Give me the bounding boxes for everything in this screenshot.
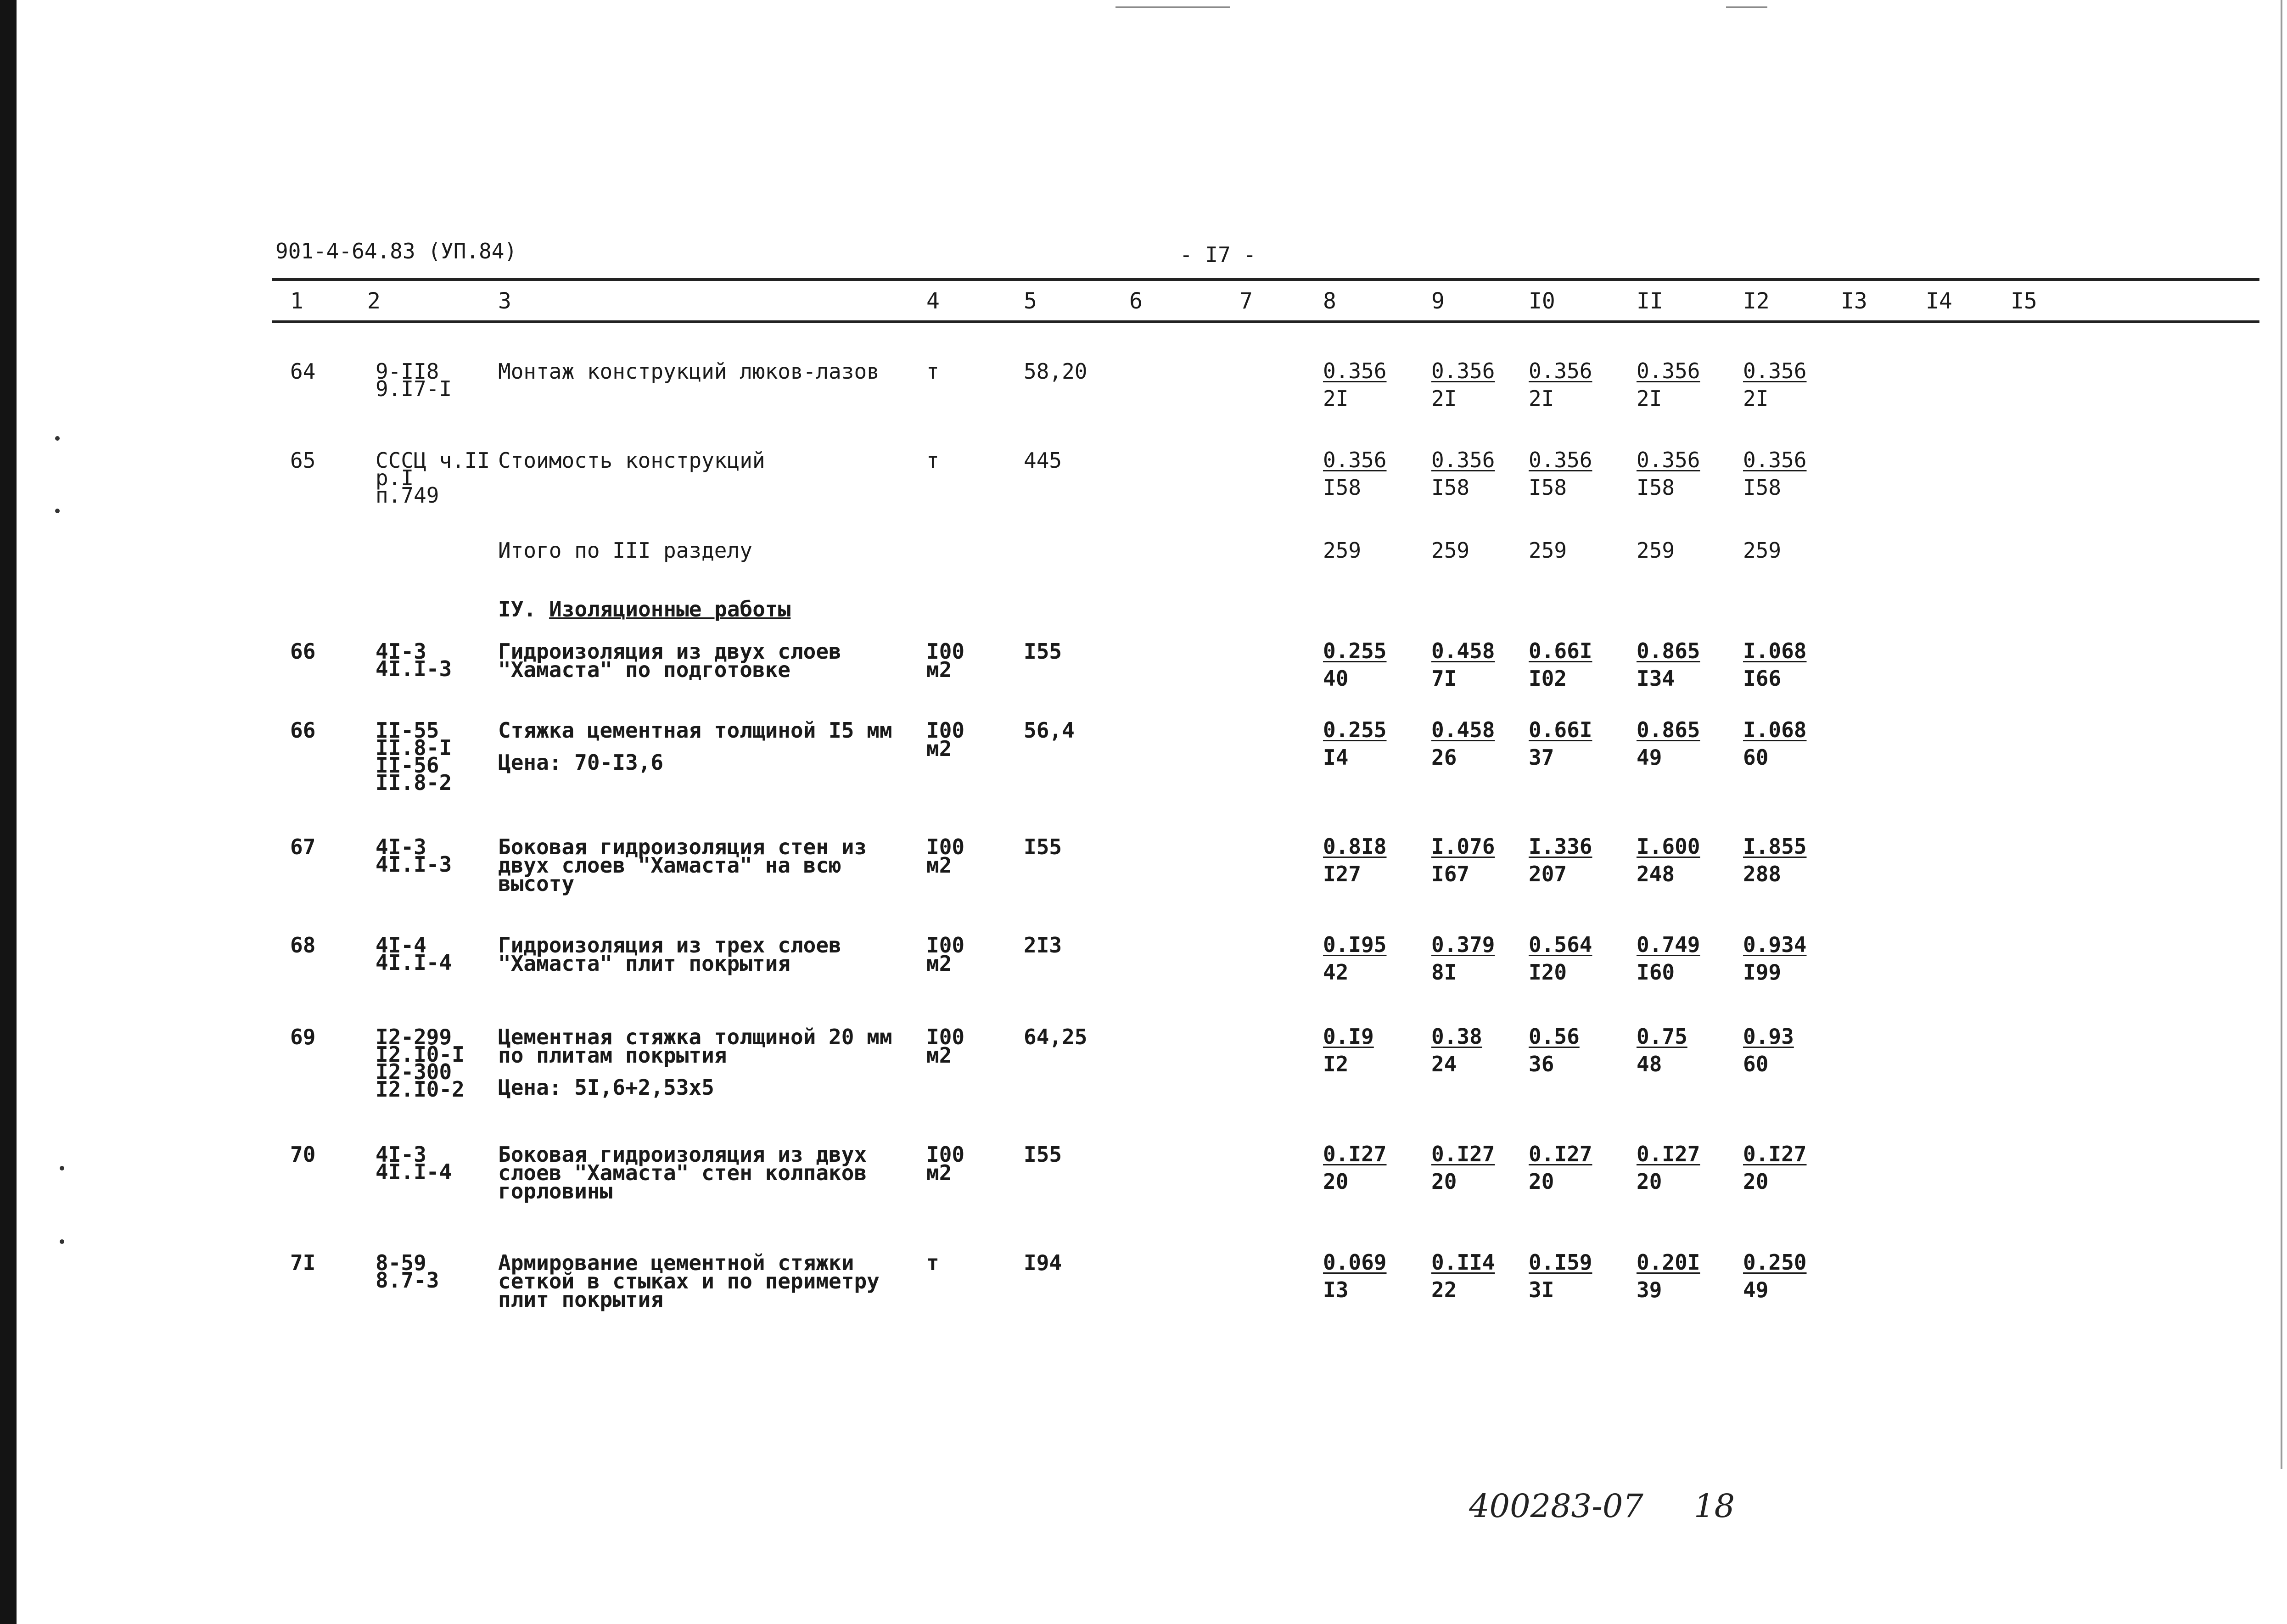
value-denominator: 2I [1529,386,1554,411]
column-number: 3 [498,288,511,314]
description-line: высоту [498,871,575,896]
value-fraction [1323,1023,1374,1078]
total-value: 259 [1529,538,1567,563]
code-line: 4I.I-4 [376,950,452,975]
value-fraction [1743,1023,1794,1078]
value-fraction [1743,716,1806,771]
description-line: Боковая гидроизоляция из двух [498,1142,867,1167]
value-fraction [1529,446,1592,501]
value-numerator: 0.I27 [1431,1142,1495,1166]
value-fraction [1529,716,1592,771]
description-line: Гидроизоляция из двух слоев [498,639,841,664]
row-number: 64 [290,359,316,384]
description-line: Боковая гидроизоляция стен из [498,834,867,859]
value-numerator: 0.356 [1529,448,1592,472]
value-denominator: 49 [1743,1277,1769,1302]
code-line: II-56 [376,753,439,778]
column-number: I4 [1926,288,1952,314]
code-line: 4I-3 [376,834,426,859]
unit-line: т [926,359,939,384]
value-denominator: I02 [1529,666,1567,691]
value-fraction [1743,637,1806,692]
column-number: 8 [1323,288,1336,314]
value-numerator: 0.356 [1637,358,1700,383]
description-line: по плитам покрытия [498,1043,727,1068]
total-value: 259 [1743,538,1782,563]
value-denominator: I58 [1323,475,1362,500]
value-denominator: 2I [1431,386,1457,411]
quantity: I55 [1024,1142,1062,1167]
quantity: 445 [1024,448,1062,473]
unit-line: I00 [926,1025,965,1049]
value-fraction [1323,833,1386,888]
value-fraction [1637,1023,1687,1078]
code-line: 9-II8 [376,359,439,384]
section-prefix: IУ. [498,597,537,622]
unit-line: м2 [926,736,952,761]
code-line: II.8-I [376,735,452,760]
row-number: 66 [290,718,316,743]
value-numerator: 0.I27 [1637,1142,1700,1166]
column-number: 5 [1024,288,1037,314]
value-fraction [1323,931,1386,986]
row-number: 70 [290,1142,316,1167]
value-numerator: 0.865 [1637,638,1700,663]
quantity: 58,20 [1024,359,1087,384]
value-fraction [1529,637,1592,692]
value-denominator: I58 [1431,475,1470,500]
column-number: I5 [2011,288,2037,314]
value-denominator: 37 [1529,745,1554,770]
description-line: двух слоев "Хамаста" на всю [498,853,841,878]
value-fraction [1743,446,1806,501]
value-numerator: 0.356 [1743,358,1807,383]
value-fraction [1637,931,1700,986]
unit-line: I00 [926,834,965,859]
column-number: II [1637,288,1663,314]
quantity: I94 [1024,1250,1062,1275]
code-line: I2.I0-2 [376,1077,465,1102]
value-numerator: 0.865 [1637,717,1700,742]
value-fraction [1637,1140,1700,1195]
code-line: 4I-4 [376,933,426,958]
value-denominator: 20 [1431,1169,1457,1194]
value-fraction [1323,357,1386,412]
row-number: 68 [290,933,316,958]
code-line: 4I.I-3 [376,656,452,681]
value-fraction [1529,357,1592,412]
row-number: 69 [290,1025,316,1049]
value-fraction [1323,1140,1386,1195]
value-denominator: 248 [1637,862,1675,886]
value-fraction [1431,357,1495,412]
code-line: II.8-2 [376,770,452,795]
value-denominator: 288 [1743,862,1782,886]
value-fraction [1529,1249,1592,1304]
value-numerator: 0.749 [1637,932,1700,957]
header-rule-bottom [272,320,2259,323]
description-line: Гидроизоляция из трех слоев [498,933,841,958]
unit-line: м2 [926,951,952,976]
value-fraction [1431,637,1495,692]
unit-line: м2 [926,1160,952,1185]
value-denominator: 42 [1323,960,1349,985]
description-line: Монтаж конструкций люков-лазов [498,359,880,384]
value-fraction [1529,1023,1580,1078]
row-number: 67 [290,834,316,859]
column-number: I0 [1529,288,1555,314]
value-denominator: I67 [1431,862,1470,886]
value-denominator: I58 [1743,475,1782,500]
value-denominator: I60 [1637,960,1675,985]
description-line: сеткой в стыках и по периметру [498,1269,880,1294]
value-fraction [1743,1249,1806,1304]
value-denominator: I99 [1743,960,1782,985]
value-numerator: 0.I27 [1743,1142,1807,1166]
value-fraction [1431,716,1495,771]
description-line: слоев "Хамаста" стен колпаков [498,1160,867,1185]
value-fraction [1431,931,1495,986]
description-line: "Хамаста" по подготовке [498,657,790,682]
value-denominator: I66 [1743,666,1782,691]
code-line: 8-59 [376,1250,426,1275]
value-denominator: 20 [1637,1169,1662,1194]
description-line: Армирование цементной стяжки [498,1250,854,1275]
value-numerator: I.068 [1743,717,1807,742]
row-number: 7I [290,1250,316,1275]
value-denominator: I34 [1637,666,1675,691]
value-denominator: 2I [1743,386,1769,411]
value-fraction [1637,637,1700,692]
value-numerator: 0.38 [1431,1024,1482,1049]
value-numerator: 0.I59 [1529,1250,1592,1275]
code-line: 4I.I-3 [376,852,452,877]
value-numerator: 0.458 [1431,638,1495,663]
column-number: 6 [1129,288,1143,314]
description-line: плит покрытия [498,1287,664,1312]
value-numerator: I.855 [1743,834,1807,859]
code-line: п.749 [376,483,439,508]
header-rule-top [272,278,2259,281]
value-numerator: 0.56 [1529,1024,1580,1049]
description-line: Стяжка цементная толщиной I5 мм [498,718,892,743]
value-numerator: 0.I27 [1323,1142,1387,1166]
value-denominator: 24 [1431,1052,1457,1076]
value-numerator: 0.20I [1637,1250,1700,1275]
total-label: Итого по III разделу [498,538,752,563]
unit-line: I00 [926,639,965,664]
value-numerator: 0.564 [1529,932,1592,957]
value-denominator: I58 [1637,475,1675,500]
value-numerator: 0.II4 [1431,1250,1495,1275]
value-fraction [1323,716,1386,771]
value-numerator: 0.I9 [1323,1024,1374,1049]
column-number: 4 [926,288,940,314]
value-numerator: I.068 [1743,638,1807,663]
code-line: 4I-3 [376,1142,426,1167]
value-numerator: 0.8I8 [1323,834,1387,859]
value-numerator: 0.356 [1323,358,1387,383]
quantity: I55 [1024,639,1062,664]
value-fraction [1431,446,1495,501]
value-numerator: 0.75 [1637,1024,1687,1049]
code-line: I2.I0-I [376,1042,465,1067]
value-fraction [1743,357,1806,412]
total-value: 259 [1431,538,1470,563]
value-numerator: 0.069 [1323,1250,1387,1275]
column-number: 2 [367,288,381,314]
value-fraction [1637,1249,1700,1304]
value-fraction [1743,931,1806,986]
value-denominator: 207 [1529,862,1567,886]
value-denominator: 26 [1431,745,1457,770]
value-denominator: 36 [1529,1052,1554,1076]
value-numerator: 0.66I [1529,717,1592,742]
value-numerator: I.076 [1431,834,1495,859]
code-line: II-55 [376,718,439,743]
description-line: "Хамаста" плит покрытия [498,951,790,976]
unit-line: I00 [926,1142,965,1167]
value-fraction [1637,716,1700,771]
value-numerator: 0.356 [1323,448,1387,472]
quantity: 56,4 [1024,718,1075,743]
code-line: 4I.I-4 [376,1159,452,1184]
value-numerator: 0.250 [1743,1250,1807,1275]
page-number: - I7 - [1180,242,1256,267]
value-denominator: I20 [1529,960,1567,985]
handwritten-stamp: 400283-07 [1469,1487,1643,1525]
column-number: 9 [1431,288,1445,314]
value-fraction [1743,1140,1806,1195]
document-code: 901-4-64.83 (УП.84) [275,239,517,263]
value-fraction [1323,446,1386,501]
value-fraction [1323,637,1386,692]
value-denominator: 8I [1431,960,1457,985]
code-line: I2-300 [376,1059,452,1084]
quantity: 64,25 [1024,1025,1087,1049]
value-fraction [1431,833,1495,888]
column-number: 1 [290,288,303,314]
value-denominator: 39 [1637,1277,1662,1302]
column-number: I2 [1743,288,1770,314]
row-number: 66 [290,639,316,664]
value-denominator: 49 [1637,745,1662,770]
value-denominator: 2I [1323,386,1349,411]
value-numerator: 0.356 [1637,448,1700,472]
value-numerator: 0.255 [1323,717,1387,742]
quantity: 2I3 [1024,933,1062,958]
section-title-text: Изоляционные работы [549,597,791,622]
unit-line: м2 [926,657,952,682]
value-denominator: I58 [1529,475,1567,500]
unit-line: I00 [926,933,965,958]
value-denominator: 60 [1743,1052,1769,1076]
column-number: 7 [1239,288,1253,314]
unit-line: т [926,1250,939,1275]
value-numerator: I.600 [1637,834,1700,859]
value-numerator: 0.I95 [1323,932,1387,957]
value-denominator: 20 [1529,1169,1554,1194]
total-value: 259 [1323,538,1362,563]
description-line: Стоимость конструкций [498,448,765,473]
row-number: 65 [290,448,316,473]
value-numerator: 0.934 [1743,932,1807,957]
value-denominator: I4 [1323,745,1349,770]
code-line: 9.I7-I [376,376,452,401]
code-line: 8.7-3 [376,1268,439,1293]
value-denominator: 60 [1743,745,1769,770]
value-numerator: 0.66I [1529,638,1592,663]
column-number: I3 [1841,288,1867,314]
code-line: р.I [376,465,414,490]
code-line: 4I-3 [376,639,426,664]
value-numerator: 0.I27 [1529,1142,1592,1166]
value-denominator: I2 [1323,1052,1349,1076]
description-line: горловины [498,1179,613,1204]
unit-line: т [926,448,939,473]
value-denominator: I27 [1323,862,1362,886]
code-line: I2-299 [376,1025,452,1049]
value-numerator: 0.93 [1743,1024,1794,1049]
value-denominator: 20 [1323,1169,1349,1194]
section-heading [498,597,790,622]
value-fraction [1743,833,1806,888]
value-numerator: 0.356 [1743,448,1807,472]
unit-line: м2 [926,1043,952,1068]
handwritten-sheet-number: 18 [1694,1487,1735,1525]
value-numerator: 0.356 [1529,358,1592,383]
price-note: Цена: 5I,6+2,53х5 [498,1075,714,1100]
value-fraction [1431,1249,1495,1304]
value-denominator: 22 [1431,1277,1457,1302]
quantity: I55 [1024,834,1062,859]
value-fraction [1431,1023,1482,1078]
value-denominator: 20 [1743,1169,1769,1194]
value-fraction [1529,931,1592,986]
value-fraction [1323,1249,1386,1304]
value-numerator: 0.255 [1323,638,1387,663]
value-numerator: 0.356 [1431,448,1495,472]
value-fraction [1431,1140,1495,1195]
code-line: СССЦ ч.II [376,448,490,473]
description-line: Цементная стяжка толщиной 20 мм [498,1025,892,1049]
value-denominator: 40 [1323,666,1349,691]
value-fraction [1637,357,1700,412]
value-denominator: 2I [1637,386,1662,411]
value-fraction [1529,1140,1592,1195]
value-denominator: 48 [1637,1052,1662,1076]
value-numerator: 0.356 [1431,358,1495,383]
unit-line: м2 [926,853,952,878]
value-denominator: 3I [1529,1277,1554,1302]
value-denominator: I3 [1323,1277,1349,1302]
value-fraction [1637,446,1700,501]
value-numerator: I.336 [1529,834,1592,859]
value-denominator: 7I [1431,666,1457,691]
price-note: Цена: 70-I3,6 [498,750,664,775]
value-numerator: 0.458 [1431,717,1495,742]
value-fraction [1637,833,1700,888]
unit-line: I00 [926,718,965,743]
total-value: 259 [1637,538,1675,563]
value-numerator: 0.379 [1431,932,1495,957]
value-fraction [1529,833,1592,888]
